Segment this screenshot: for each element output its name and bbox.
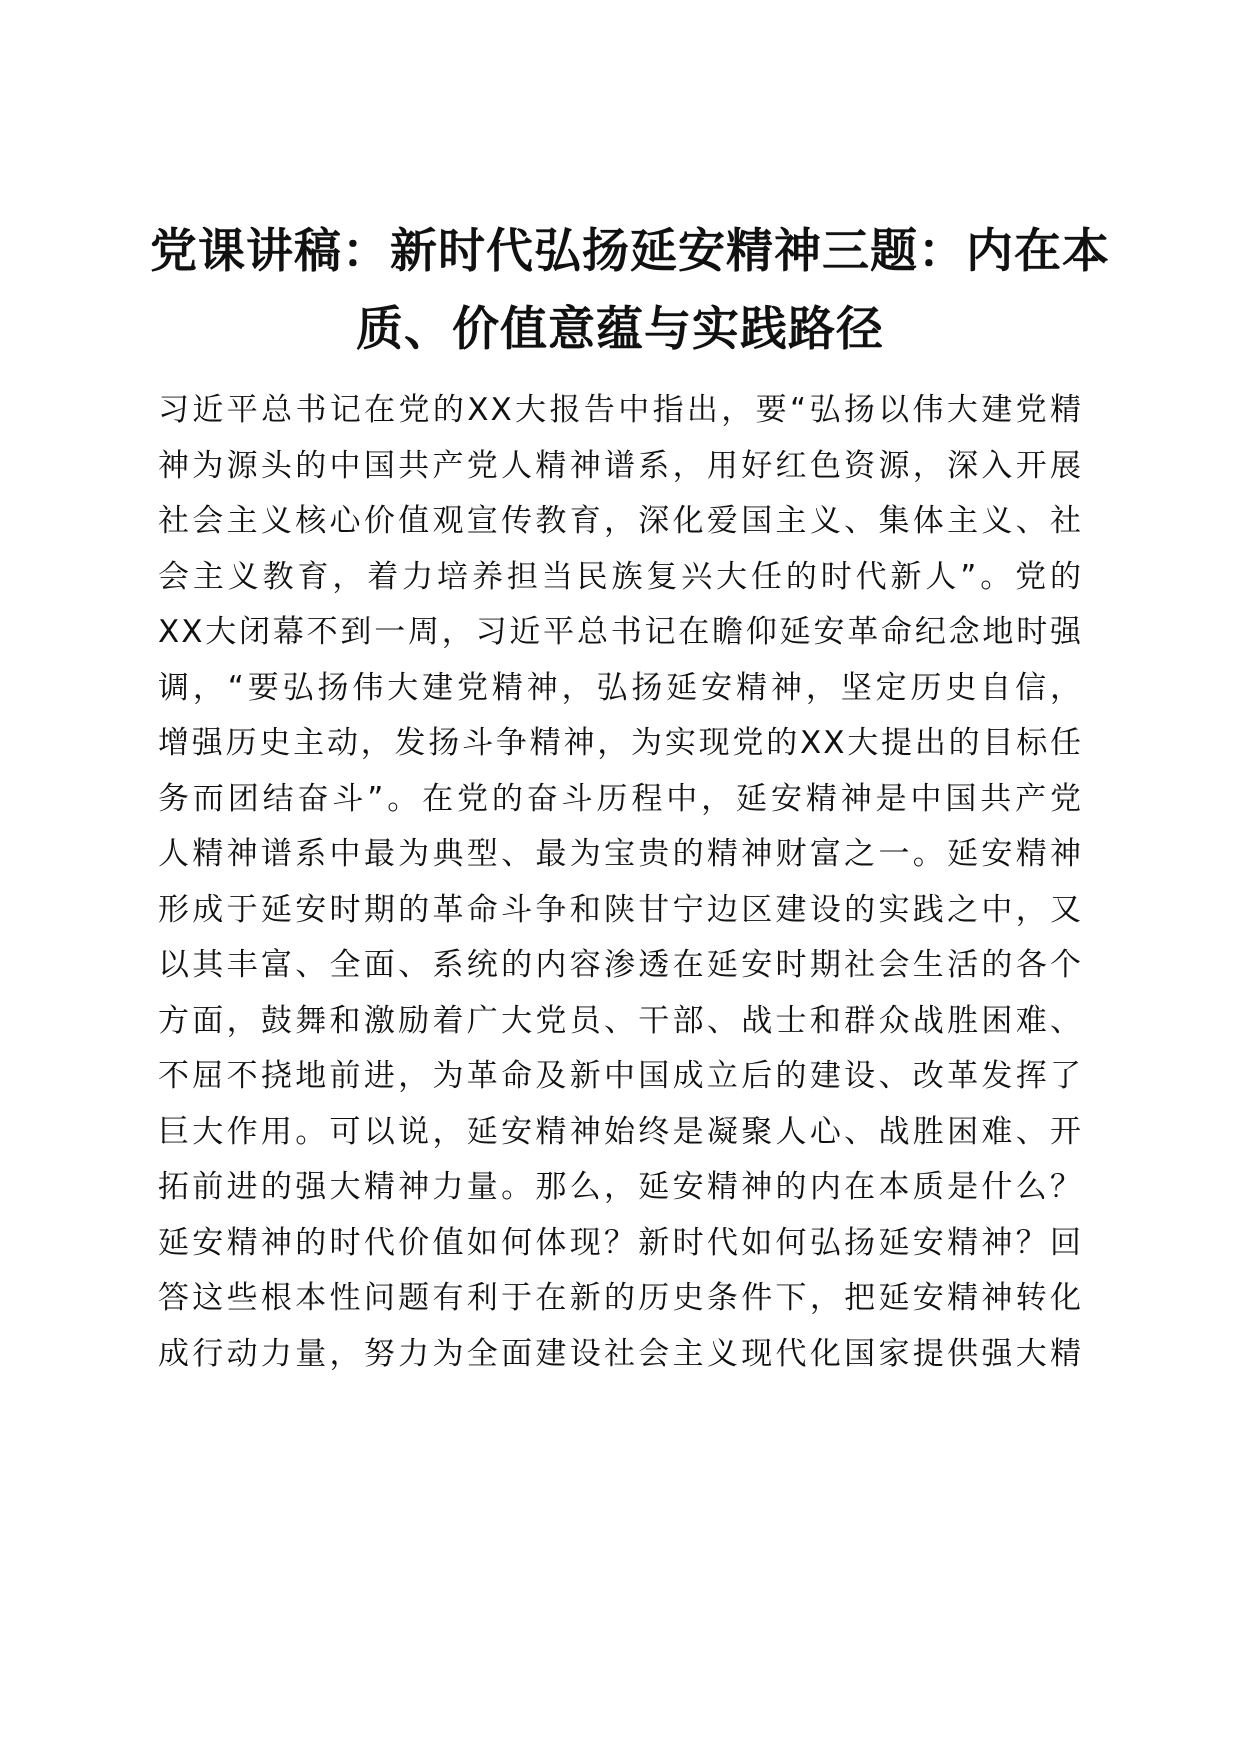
body-line: 以其丰富、全面、系统的内容渗透在延安时期社会生活的各个 — [158, 947, 1083, 983]
title-line: 质、价值意蕴与实践路径 — [356, 302, 884, 357]
document-body — [158, 383, 1083, 1382]
body-line: 会主义教育，着力培养担当民族复兴大任的时代新人”。党的 — [158, 558, 1083, 595]
body-line: 务而团结奋斗”。在党的奋斗历程中，延安精神是中国共产党 — [158, 780, 1083, 817]
body-line: 成行动力量，努力为全面建设社会主义现代化国家提供强大精 — [158, 1335, 1083, 1372]
body-line: 方面，鼓舞和激励着广大党员、干部、战士和群众战胜困难、 — [158, 1002, 1083, 1039]
body-line: 社会主义核心价值观宣传教育，深化爱国主义、集体主义、社 — [158, 503, 1083, 539]
body-line: 巨大作用。可以说，延安精神始终是凝聚人心、战胜困难、开 — [158, 1113, 1083, 1150]
document-title — [150, 213, 1110, 369]
body-line: 调，“要弘扬伟大建党精神，弘扬延安精神，坚定历史自信， — [158, 669, 1083, 706]
title-line: 党课讲稿：新时代弘扬延安精神三题：内在本 — [150, 224, 1110, 279]
body-line: 拓前进的强大精神力量。那么，延安精神的内在本质是什么？ — [158, 1169, 1083, 1205]
body-line: XX大闭幕不到一周，习近平总书记在瞻仰延安革命纪念地时强 — [158, 614, 1083, 650]
body-line: 不屈不挠地前进，为革命及新中国成立后的建设、改革发挥了 — [158, 1058, 1083, 1094]
body-line: 神为源头的中国共产党人精神谱系，用好红色资源，深入开展 — [158, 447, 1083, 484]
body-line: 增强历史主动，发扬斗争精神，为实现党的XX大提出的目标任 — [158, 725, 1083, 761]
body-line: 答这些根本性问题有利于在新的历史条件下，把延安精神转化 — [158, 1280, 1083, 1316]
body-line: 习近平总书记在党的XX大报告中指出，要“弘扬以伟大建党精 — [158, 392, 1083, 428]
body-line: 形成于延安时期的革命斗争和陕甘宁边区建设的实践之中，又 — [158, 891, 1083, 928]
body-line: 延安精神的时代价值如何体现？新时代如何弘扬延安精神？回 — [158, 1224, 1083, 1261]
body-line: 人精神谱系中最为典型、最为宝贵的精神财富之一。延安精神 — [158, 836, 1083, 872]
